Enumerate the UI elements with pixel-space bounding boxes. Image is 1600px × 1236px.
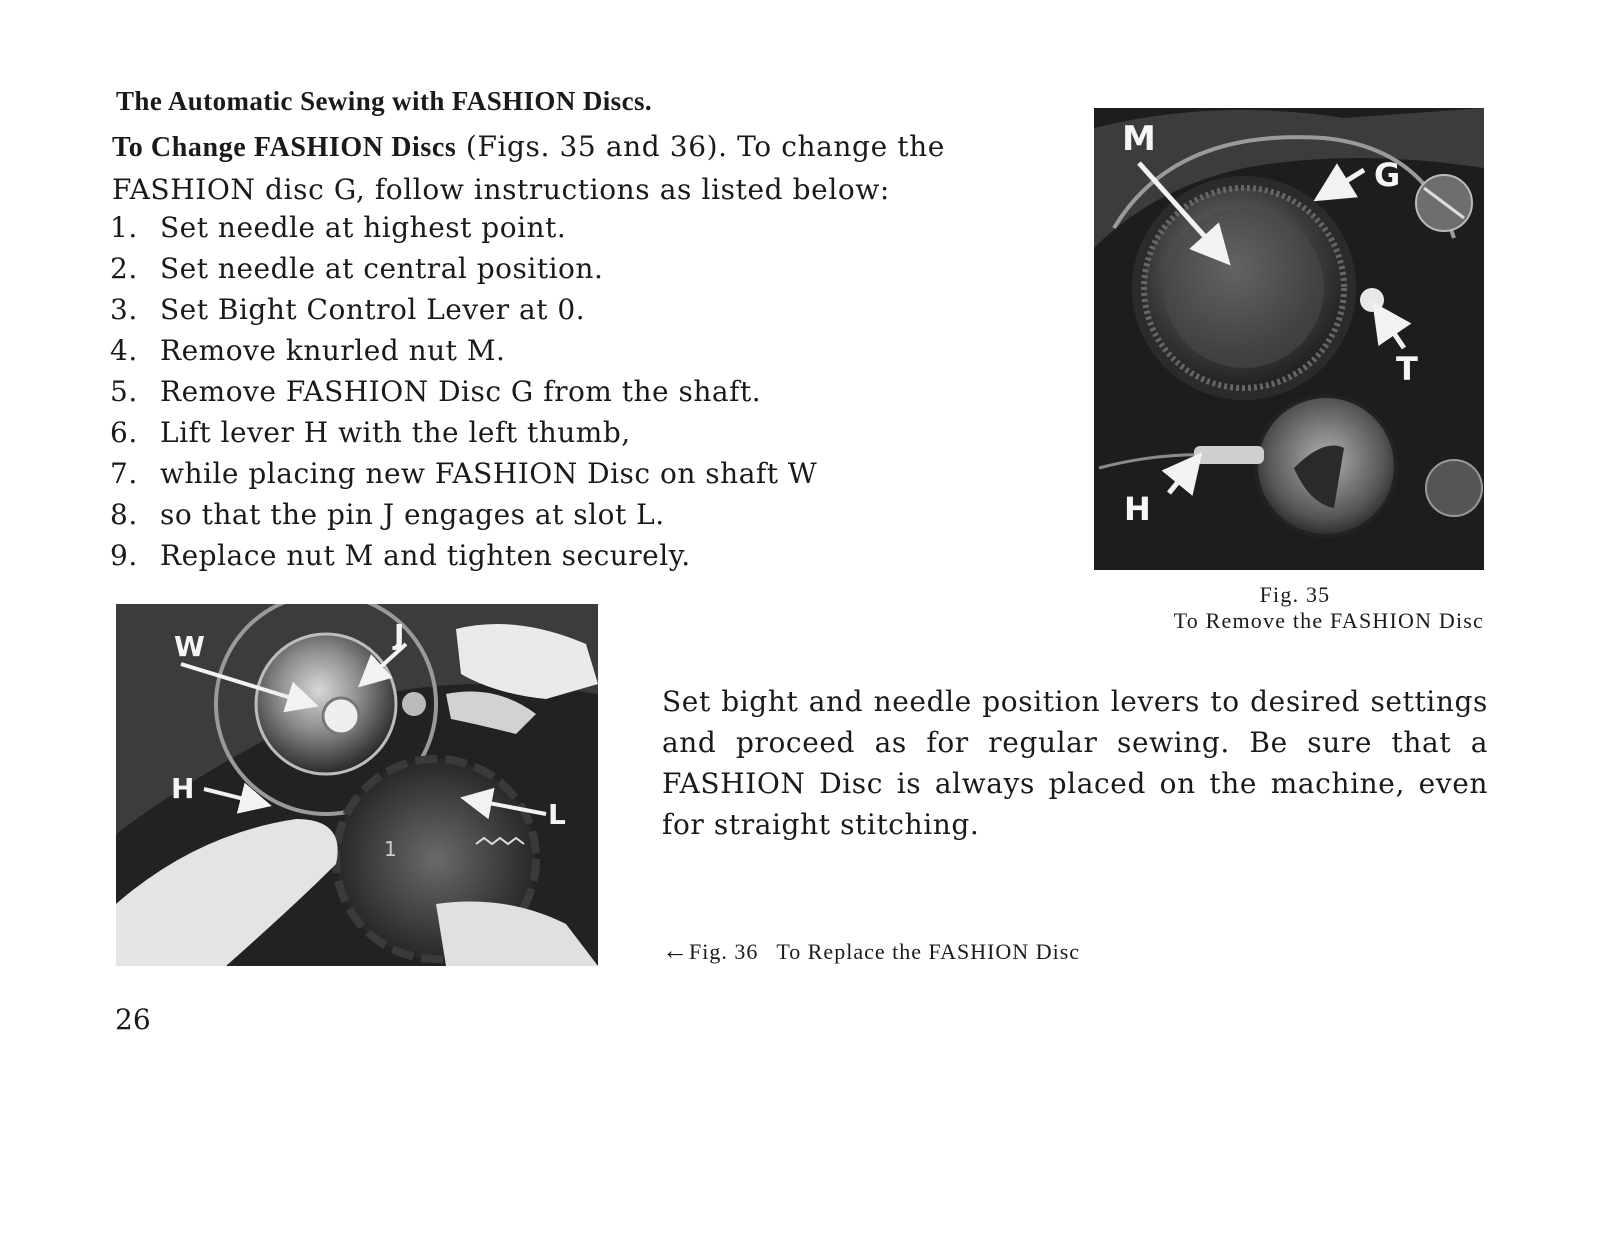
fig35-caption [1090,582,1500,634]
section-heading: The Automatic Sewing with FASHION Discs. [116,86,653,116]
fig36-illustration [116,604,598,966]
list-item [110,535,817,576]
step-text: Replace nut M and tighten securely. [160,539,691,572]
fig36-photo [116,604,598,966]
intro-text: (Figs. 35 and 36). To change the FASHION disc G, follow instructions as listed below: [112,130,945,206]
fig35-photo [1094,108,1484,570]
fig35-label-g: G [1374,156,1401,194]
step-number: 6. [110,416,138,449]
list-item [110,248,817,289]
step-text: Set Bight Control Lever at 0. [160,293,586,326]
fig36-label-h: H [171,772,195,805]
left-arrow-icon: ← [662,936,689,965]
body-paragraph: Set bight and needle position levers to desired settings and proceed as for regular sewing. Be sure that a FASHION Disc is always placed on the machine, even for straight stitching. [662,685,1488,841]
step-number: 4. [110,334,138,367]
list-item [110,330,817,371]
step-number: 7. [110,457,138,490]
intro-paragraph [112,126,1057,211]
fig36-label-1: 1 [384,837,397,861]
list-item [110,207,817,248]
step-number: 3. [110,293,138,326]
step-number: 9. [110,539,138,572]
page-number: 26 [115,1003,151,1036]
fig36-caption-number: Fig. 36 [689,939,759,964]
list-item [110,412,817,453]
step-number: 5. [110,375,138,408]
list-item [110,371,817,412]
step-text: Remove knurled nut M. [160,334,506,367]
fig35-caption-text: To Remove the FASHION Disc [1173,608,1484,633]
fig36-caption [662,936,1080,966]
fig35-caption-number: Fig. 35 [1259,582,1331,607]
fig36-caption-text: To Replace the FASHION Disc [776,939,1081,964]
list-item [110,453,817,494]
step-number: 1. [110,211,138,244]
fig36-label-l: L [548,798,566,831]
step-text: Set needle at highest point. [160,211,567,244]
step-text: Set needle at central position. [160,252,604,285]
fig35-label-t: T [1396,350,1418,388]
fig36-label-w: W [174,630,205,663]
fig35-label-h: H [1124,490,1151,528]
step-text: while placing new FASHION Disc on shaft W [160,457,818,490]
step-number: 2. [110,252,138,285]
step-number: 8. [110,498,138,531]
step-text: Lift lever H with the left thumb, [160,416,631,449]
instruction-list [110,207,817,576]
fig35-illustration [1094,108,1484,570]
subheading: To Change FASHION Discs [112,132,457,163]
list-item [110,289,817,330]
list-item [110,494,817,535]
fig35-label-m: M [1122,119,1156,159]
step-text: Remove FASHION Disc G from the shaft. [160,375,762,408]
fig36-label-j: J [394,618,405,651]
step-text: so that the pin J engages at slot L. [160,498,665,531]
